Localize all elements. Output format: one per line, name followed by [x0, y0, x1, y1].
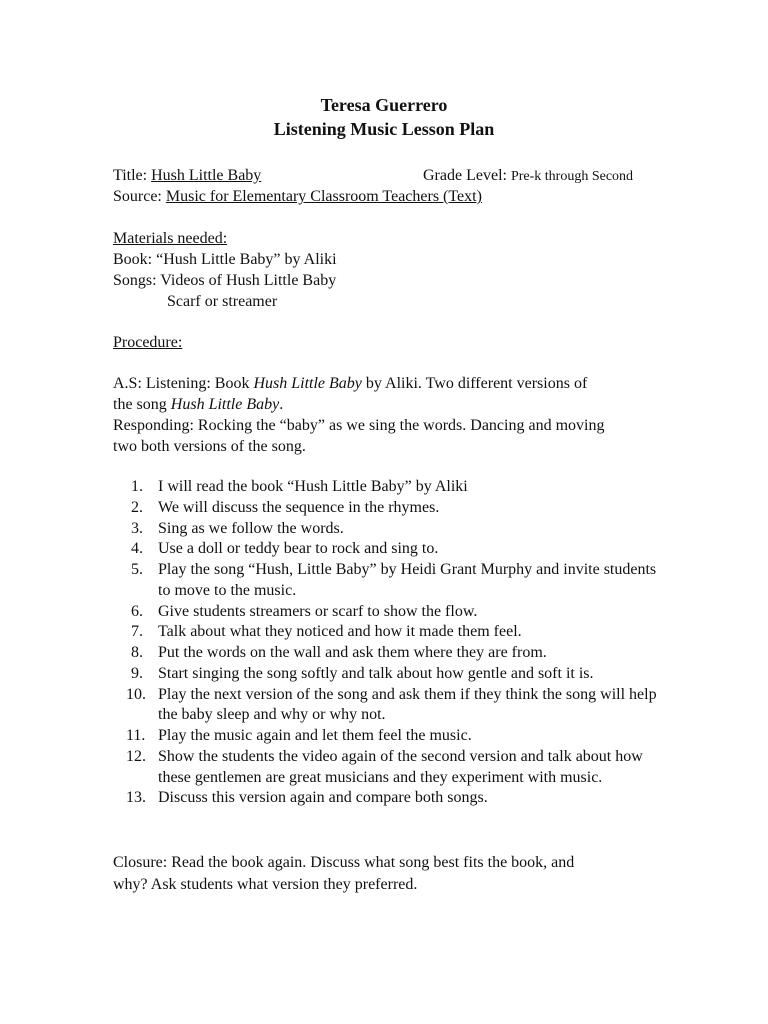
step-text: Start singing the song softly and talk about how gentle and soft it is.: [158, 664, 594, 682]
list-item: [0, 664, 658, 685]
list-item: [0, 560, 658, 602]
step-text: I will read the book “Hush Little Baby” by Aliki: [158, 478, 468, 495]
step-text: Play the next version of the song and ask them if they think the song will help the baby sleep and why or why not.: [158, 685, 657, 724]
procedure-steps-list: [0, 477, 658, 809]
step-text: Give students streamers or scarf to show the flow.: [158, 602, 478, 620]
materials-songs: Songs: Videos of Hush Little Baby: [113, 272, 337, 289]
list-item: [0, 498, 658, 519]
step-text: Put the words on the wall and ask them where they are from.: [158, 644, 547, 661]
grade-value: Pre-k through Second: [510, 169, 634, 184]
step-number: 5.: [131, 561, 143, 578]
responding-line-1: Responding: Rocking the “baby” as we sing the words. Dancing and moving: [113, 417, 605, 434]
as-line2-prefix: the song: [113, 396, 171, 413]
step-text: Sing as we follow the words.: [158, 519, 344, 537]
closure-line-1: Closure: Read the book again. Discuss what song best fits the book, and: [113, 854, 575, 871]
step-number: 6.: [131, 602, 143, 620]
as-prefix: A.S: Listening: Book: [113, 375, 254, 392]
step-number: 13.: [126, 789, 146, 807]
step-number: 12.: [126, 747, 146, 765]
step-number: 3.: [131, 519, 143, 537]
author-name: Teresa Guerrero: [320, 95, 448, 115]
step-number: 11.: [126, 727, 146, 744]
as-book-title: Hush Little Baby: [253, 375, 362, 392]
grade-level-line: [423, 165, 633, 187]
closure-line-2: why? Ask students what version they preferred.: [113, 876, 418, 893]
as-after-book: by Aliki. Two different versions of: [361, 375, 588, 392]
title-line: [113, 165, 261, 186]
as-line2-suffix: .: [279, 396, 284, 413]
step-text: We will discuss the sequence in the rhymes.: [158, 498, 440, 516]
responding-line-2: two both versions of the song.: [113, 438, 306, 455]
list-item: [0, 477, 658, 498]
step-number: 10.: [126, 685, 146, 703]
materials-scarf: Scarf or streamer: [167, 293, 278, 310]
list-item: [0, 622, 658, 643]
step-number: 8.: [131, 644, 143, 661]
source-line: [113, 186, 482, 207]
list-item: [0, 788, 658, 809]
list-item: [0, 539, 658, 560]
grade-label: Grade Level:: [423, 167, 511, 184]
list-item: [0, 747, 658, 789]
title-value: Hush Little Baby: [151, 167, 262, 184]
step-text: Talk about what they noticed and how it made them feel.: [158, 623, 522, 641]
list-item: [0, 643, 658, 664]
as-line-2: [113, 394, 283, 415]
materials-book: Book: “Hush Little Baby” by Aliki: [113, 251, 337, 268]
as-song-title: Hush Little Baby: [170, 396, 280, 413]
step-text: Play the music again and let them feel the music.: [158, 727, 472, 744]
materials-heading: Materials needed:: [113, 230, 228, 247]
step-text: Discuss this version again and compare both songs.: [158, 789, 488, 807]
step-text: Show the students the video again of the second version and talk about how these gentlemen are great musicians and they experiment with music.: [158, 747, 643, 786]
step-text: Use a doll or teddy bear to rock and sing to.: [158, 540, 439, 558]
procedure-heading: Procedure:: [113, 334, 183, 351]
step-text: Play the song “Hush, Little Baby” by Heidi Grant Murphy and invite students to move to the music.: [158, 561, 657, 599]
step-number: 1.: [131, 478, 143, 495]
list-item: [0, 726, 658, 747]
document-title: Listening Music Lesson Plan: [273, 119, 495, 139]
step-number: 2.: [131, 498, 143, 516]
source-label: Source:: [113, 188, 166, 205]
step-number: 9.: [131, 664, 143, 682]
as-line-1: [113, 373, 587, 394]
list-item: [0, 519, 658, 540]
step-number: 4.: [131, 540, 143, 558]
source-value: Music for Elementary Classroom Teachers (Text): [165, 188, 482, 205]
list-item: [0, 602, 658, 623]
step-number: 7.: [131, 623, 143, 641]
title-label: Title:: [113, 167, 152, 184]
list-item: [0, 685, 658, 727]
